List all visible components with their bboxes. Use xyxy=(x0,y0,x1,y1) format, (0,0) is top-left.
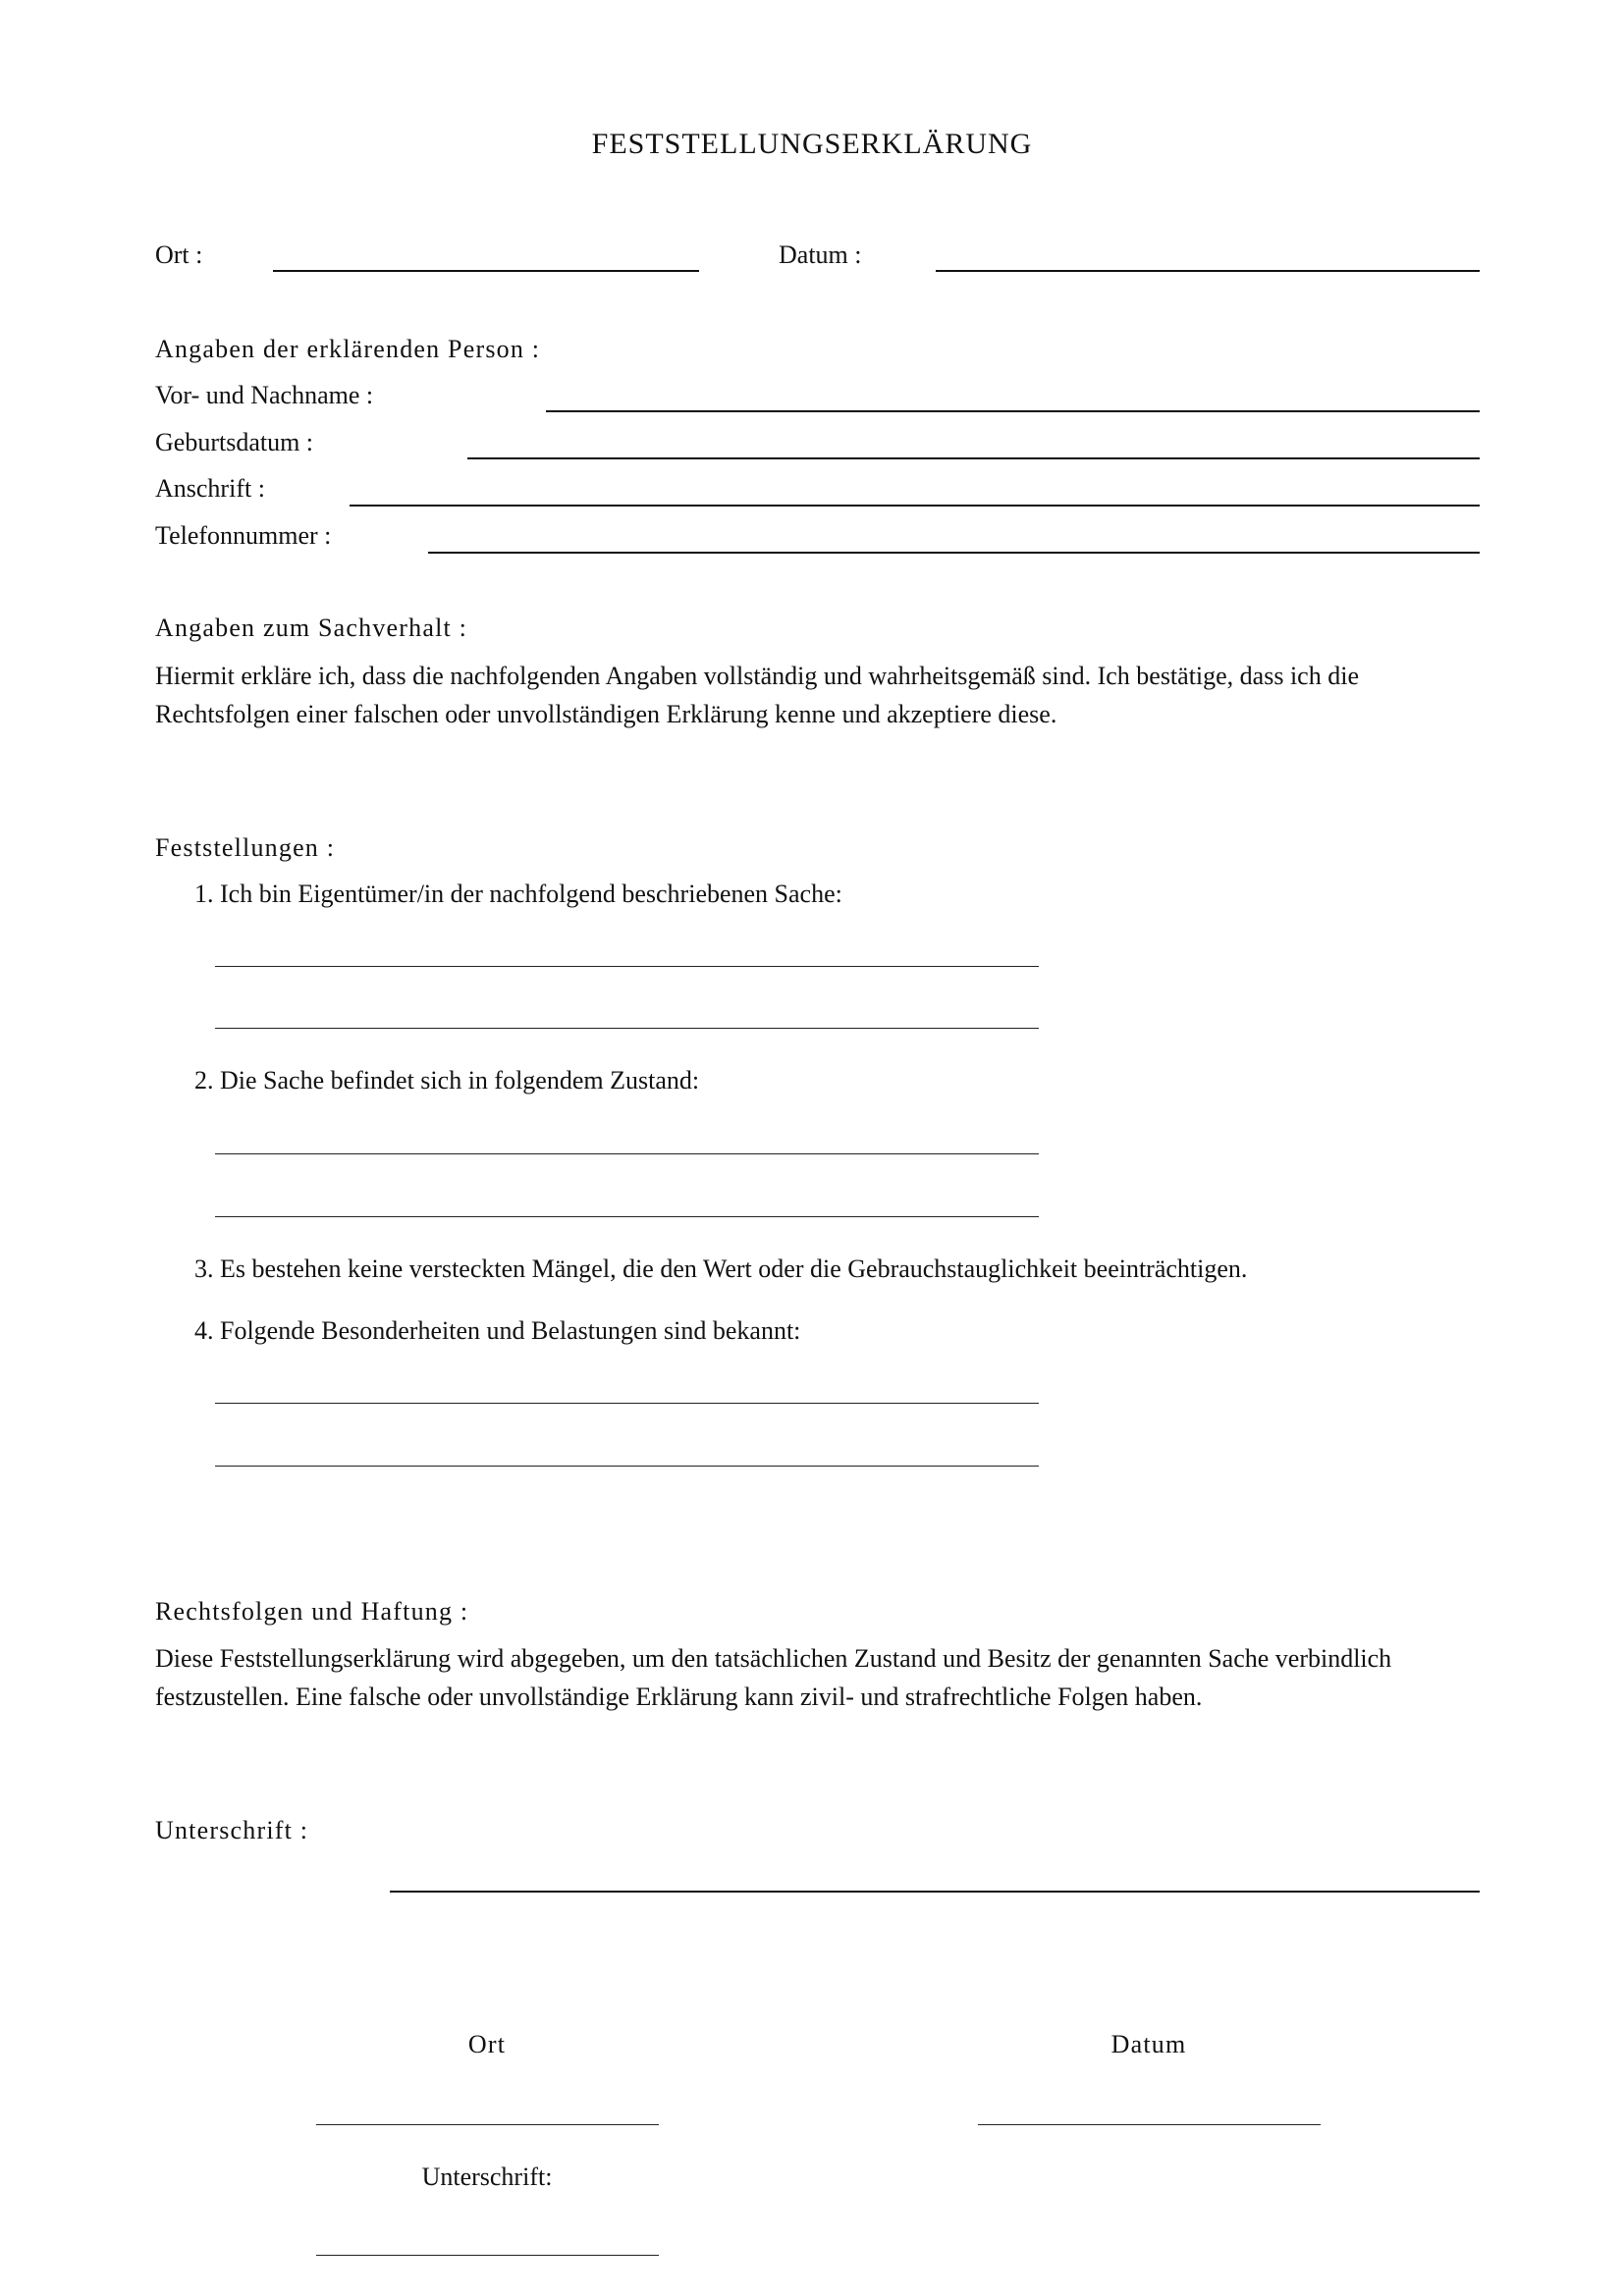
liability-paragraph: Diese Feststellungserklärung wird abgegeben, um den tatsächlichen Zustand und Besitz der genannten Sache verbindlich festzustellen. Eine falsche oder unvollständige Erklärung kann zivil- und strafrechtliche Folgen haben. xyxy=(155,1644,1392,1711)
findings-heading: Feststellungen : xyxy=(155,833,336,862)
finding-2-line-1[interactable] xyxy=(215,1153,1039,1154)
footer-datum-label: Datum xyxy=(1110,2030,1187,2058)
person-heading: Angaben der erklärenden Person : xyxy=(155,335,541,363)
footer-ort-field[interactable] xyxy=(316,2124,659,2125)
name-label: Vor- und Nachname : xyxy=(155,381,374,409)
footer-datum-field[interactable] xyxy=(978,2124,1321,2125)
finding-4-line-1[interactable] xyxy=(215,1403,1039,1404)
facts-heading: Angaben zum Sachverhalt : xyxy=(155,614,468,642)
finding-4-line-2[interactable] xyxy=(215,1466,1039,1467)
liability-heading: Rechtsfolgen und Haftung : xyxy=(155,1597,469,1626)
finding-item-2: 2. Die Sache befindet sich in folgendem Zustand: xyxy=(194,1066,700,1095)
finding-1-line-1[interactable] xyxy=(215,966,1039,967)
facts-paragraph: Hiermit erkläre ich, dass die nachfolgenden Angaben vollständig und wahrheitsgemäß sind. Ich bestätige, dass ich die Rechtsfolgen einer falschen oder unvollständigen Erklärung kenne und akzeptiere diese. xyxy=(155,662,1359,728)
birthdate-label: Geburtsdatum : xyxy=(155,428,314,456)
name-field[interactable] xyxy=(546,410,1480,412)
datum-label: Datum : xyxy=(779,240,862,269)
document-title: FESTSTELLUNGSERKLÄRUNG xyxy=(591,128,1033,160)
ort-field[interactable] xyxy=(273,270,699,272)
signature-label: Unterschrift : xyxy=(155,1816,309,1844)
signature-field[interactable] xyxy=(390,1891,1480,1893)
address-field[interactable] xyxy=(350,505,1480,507)
finding-1-line-2[interactable] xyxy=(215,1028,1039,1029)
footer-signature-field[interactable] xyxy=(316,2255,659,2256)
finding-2-line-2[interactable] xyxy=(215,1216,1039,1217)
finding-item-4: 4. Folgende Besonderheiten und Belastungen sind bekannt: xyxy=(194,1316,801,1345)
footer-signature-label: Unterschrift: xyxy=(421,2163,553,2191)
finding-item-1: 1. Ich bin Eigentümer/in der nachfolgend beschriebenen Sache: xyxy=(194,880,842,908)
phone-field[interactable] xyxy=(428,552,1480,554)
birthdate-field[interactable] xyxy=(467,457,1480,459)
phone-label: Telefonnummer : xyxy=(155,521,332,550)
finding-item-3: 3. Es bestehen keine versteckten Mängel, die den Wert oder die Gebrauchstauglichkeit beeinträchtigen. xyxy=(194,1255,1248,1283)
address-label: Anschrift : xyxy=(155,474,265,503)
datum-field[interactable] xyxy=(936,270,1480,272)
ort-label: Ort : xyxy=(155,240,203,269)
footer-ort-label: Ort xyxy=(467,2030,507,2058)
